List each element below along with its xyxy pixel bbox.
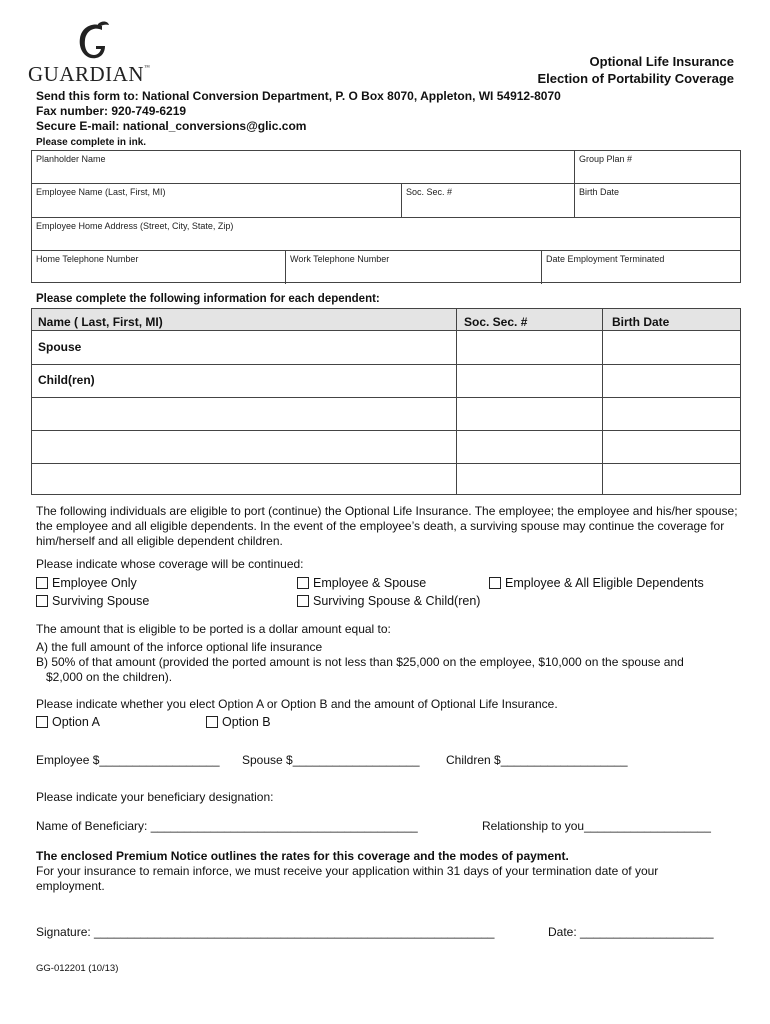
work-phone-label: Work Telephone Number: [290, 254, 390, 264]
option-label: Surviving Spouse: [52, 594, 150, 608]
amount-intro: The amount that is eligible to be ported is a dollar amount equal to:: [36, 622, 391, 636]
secure-email: Secure E-mail: national_conversions@glic.com: [36, 119, 307, 133]
complete-in-ink-note: Please complete in ink.: [36, 137, 147, 148]
option-surviving-spouse-children[interactable]: [297, 594, 480, 608]
logo-wordmark: GUARDIAN™: [28, 62, 151, 86]
employee-name-label: Employee Name (Last, First, MI): [36, 187, 166, 197]
dependents-table: [31, 308, 741, 495]
form-title-line1: Optional Life Insurance: [589, 54, 734, 69]
elect-option-prompt: Please indicate whether you elect Option A or Option B and the amount of Optional Life Insurance.: [36, 697, 558, 711]
option-surviving-spouse[interactable]: [36, 594, 149, 608]
checkbox[interactable]: [206, 716, 218, 728]
table-row-divider: [32, 364, 740, 365]
date-terminated-field[interactable]: [542, 251, 741, 284]
form-title: [538, 53, 735, 87]
mailing-address: Send this form to: National Conversion Department, P. O Box 8070, Appleton, WI 54912-8070: [36, 89, 561, 103]
dependent-birth-date-header: Birth Date: [612, 315, 670, 329]
guardian-logo: [28, 20, 158, 90]
checkbox[interactable]: [489, 577, 501, 589]
option-a-choice[interactable]: [36, 715, 100, 729]
send-instructions: [36, 89, 561, 134]
premium-notice-text: For your insurance to remain inforce, we must receive your application within 31 days of your termination date of your: [36, 864, 659, 878]
beneficiary-name-field[interactable]: Name of Beneficiary: ________________________________________: [36, 819, 418, 833]
home-phone-label: Home Telephone Number: [36, 254, 139, 264]
children-amount-field[interactable]: Children $___________________: [446, 753, 628, 767]
form-title-line2: Election of Portability Coverage: [537, 71, 734, 86]
dependent-name-header: Name ( Last, First, MI): [38, 315, 163, 329]
checkbox[interactable]: [36, 595, 48, 607]
option-employee-spouse[interactable]: [297, 576, 426, 590]
checkbox[interactable]: [297, 577, 309, 589]
option-label: Employee Only: [52, 576, 137, 590]
option-label: Option A: [52, 715, 100, 729]
planholder-name-label: Planholder Name: [36, 154, 106, 164]
relationship-field[interactable]: Relationship to you___________________: [482, 819, 711, 833]
premium-notice-heading: The enclosed Premium Notice outlines the rates for this coverage and the modes of payment.: [36, 849, 569, 863]
date-terminated-label: Date Employment Terminated: [546, 254, 665, 264]
table-row-divider: [32, 463, 740, 464]
employee-birth-date-field[interactable]: [575, 184, 741, 217]
table-col-divider: [456, 309, 457, 495]
employee-name-field[interactable]: [32, 184, 401, 217]
option-b-choice[interactable]: [206, 715, 271, 729]
work-phone-field[interactable]: [286, 251, 541, 284]
fax-number: Fax number: 920-749-6219: [36, 104, 187, 118]
option-employee-all-dependents[interactable]: [489, 576, 704, 590]
option-label: Employee & Spouse: [313, 576, 427, 590]
spouse-row-label: Spouse: [38, 340, 82, 354]
option-label: Employee & All Eligible Dependents: [505, 576, 704, 590]
table-row-divider: [32, 397, 740, 398]
table-row-divider: [32, 430, 740, 431]
option-a-description: A) the full amount of the inforce optional life insurance: [36, 640, 323, 654]
beneficiary-prompt: Please indicate your beneficiary designation:: [36, 790, 274, 804]
dependents-table-header: [32, 309, 740, 331]
dependents-section-title: Please complete the following information for each dependent:: [36, 293, 380, 305]
checkbox[interactable]: [36, 577, 48, 589]
planholder-name-field[interactable]: [32, 151, 574, 183]
employee-ssn-label: Soc. Sec. #: [406, 187, 453, 197]
option-employee-only[interactable]: [36, 576, 137, 590]
dependent-ssn-header: Soc. Sec. #: [464, 315, 528, 329]
group-plan-field[interactable]: [575, 151, 741, 183]
employee-amount-field[interactable]: Employee $__________________: [36, 753, 220, 767]
signature-field[interactable]: Signature: ____________________________________________________________: [36, 925, 495, 939]
option-label: Surviving Spouse & Child(ren): [313, 594, 481, 608]
children-row-label: Child(ren): [38, 373, 95, 387]
home-address-label: Employee Home Address (Street, City, State, Zip): [36, 221, 234, 231]
option-b-description-cont: $2,000 on the children).: [46, 670, 173, 684]
home-phone-field[interactable]: [32, 251, 285, 284]
date-field[interactable]: Date: ____________________: [548, 925, 714, 939]
coverage-prompt: Please indicate whose coverage will be continued:: [36, 557, 304, 571]
premium-notice-text-cont: employment.: [36, 879, 105, 893]
home-address-field[interactable]: [32, 218, 741, 250]
form-code: GG-012201 (10/13): [36, 963, 119, 974]
employee-ssn-field[interactable]: [402, 184, 574, 217]
checkbox[interactable]: [36, 716, 48, 728]
table-col-divider: [602, 309, 603, 495]
group-plan-label: Group Plan #: [579, 154, 633, 164]
employee-birth-date-label: Birth Date: [579, 187, 620, 197]
guardian-g-icon: [72, 20, 116, 64]
option-label: Option B: [222, 715, 271, 729]
option-b-description: B) 50% of that amount (provided the ported amount is not less than $25,000 on the employee, $10,000 on the spouse and: [36, 655, 684, 669]
spouse-amount-field[interactable]: Spouse $___________________: [242, 753, 420, 767]
checkbox[interactable]: [297, 595, 309, 607]
eligibility-paragraph: The following individuals are eligible to port (continue) the Optional Life Insurance. The employee; the employee and his/her spouse; the employee and all eligible dependents. In the event of the employee’s death, a surviving spouse may continue the coverage for him/herself and all eligible dependent children.: [36, 504, 738, 548]
employee-info-grid: [31, 150, 741, 283]
